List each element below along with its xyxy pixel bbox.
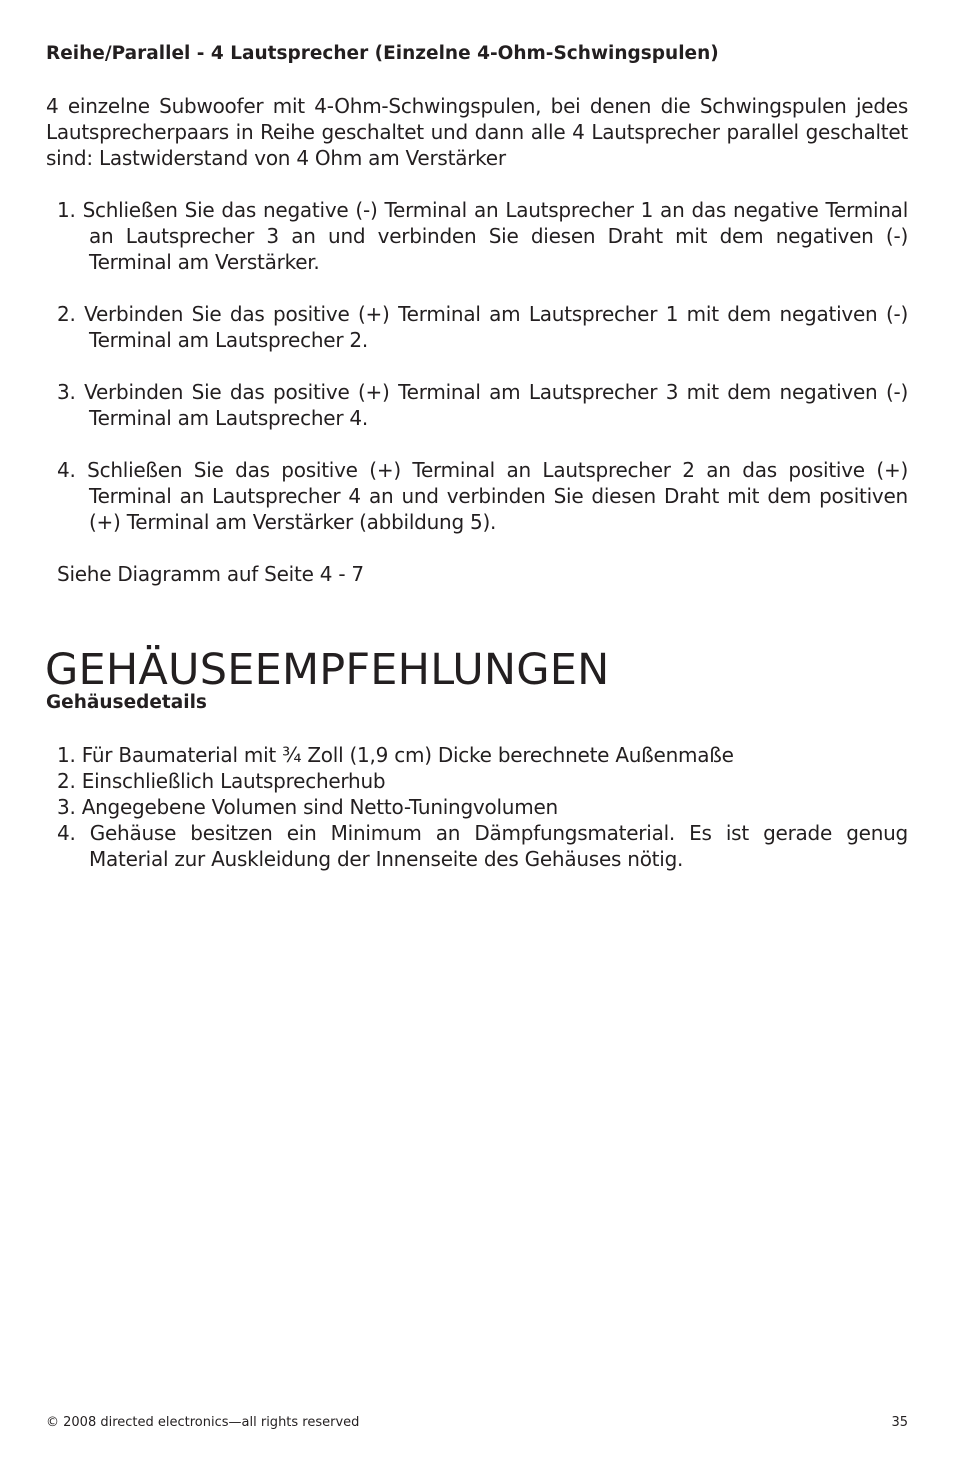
step-number: 4. [57, 458, 76, 482]
enclosure-details-list [57, 742, 908, 872]
detail-text: Einschließlich Lautsprecherhub [81, 769, 386, 793]
subsection-heading: Gehäusedetails [46, 692, 207, 713]
page-title: GEHÄUSEEMPFEHLUNGEN [45, 644, 610, 695]
wiring-step [57, 197, 908, 275]
step-text: Schließen Sie das negative (-) Terminal an Lautsprecher 1 an das negative Terminal an Lautsprecher 3 an und verbinden Sie diesen Draht mit dem negativen (-) Terminal am Verstärker. [82, 198, 908, 274]
detail-item [57, 742, 908, 768]
detail-text: Angegebene Volumen sind Netto-Tuningvolumen [81, 795, 558, 819]
wiring-step [57, 301, 908, 353]
step-number: 1. [57, 198, 76, 222]
step-text: Verbinden Sie das positive (+) Terminal am Lautsprecher 1 mit dem negativen (-) Terminal am Lautsprecher 2. [84, 302, 909, 352]
step-text: Schließen Sie das positive (+) Terminal an Lautsprecher 2 an das positive (+) Terminal an Lautsprecher 4 an und verbinden Sie diesen Draht mit dem positiven (+) Terminal am Verstärker (abbildung 5). [87, 458, 909, 534]
detail-item [57, 768, 908, 794]
page-number: 35 [891, 1415, 908, 1430]
intro-paragraph: 4 einzelne Subwoofer mit 4-Ohm-Schwingspulen, bei denen die Schwingspulen jedes Lautsprecherpaars in Reihe geschaltet und dann alle 4 Lautsprecher parallel geschaltet sind: Lastwiderstand von 4 Ohm am Verstärker [46, 94, 908, 170]
wiring-step [57, 457, 908, 535]
detail-number: 2. [57, 769, 76, 793]
detail-number: 4. [57, 821, 76, 845]
detail-item [57, 820, 908, 872]
step-number: 2. [57, 302, 76, 326]
detail-item [57, 794, 908, 820]
wiring-step [57, 379, 908, 431]
footer-copyright: © 2008 directed electronics—all rights reserved [46, 1415, 360, 1430]
detail-number: 3. [57, 795, 76, 819]
diagram-reference: Siehe Diagramm auf Seite 4 - 7 [57, 562, 364, 586]
step-number: 3. [57, 380, 76, 404]
section-heading: Reihe/Parallel - 4 Lautsprecher (Einzelne 4-Ohm-Schwingspulen) [46, 43, 719, 64]
detail-text: Für Baumaterial mit ¾ Zoll (1,9 cm) Dicke berechnete Außenmaße [81, 743, 734, 767]
detail-number: 1. [57, 743, 76, 767]
wiring-steps-list [57, 197, 908, 561]
step-text: Verbinden Sie das positive (+) Terminal am Lautsprecher 3 mit dem negativen (-) Terminal am Lautsprecher 4. [84, 380, 909, 430]
detail-text: Gehäuse besitzen ein Minimum an Dämpfungsmaterial. Es ist gerade genug Material zur Auskleidung der Innenseite des Gehäuses nötig. [89, 821, 908, 871]
